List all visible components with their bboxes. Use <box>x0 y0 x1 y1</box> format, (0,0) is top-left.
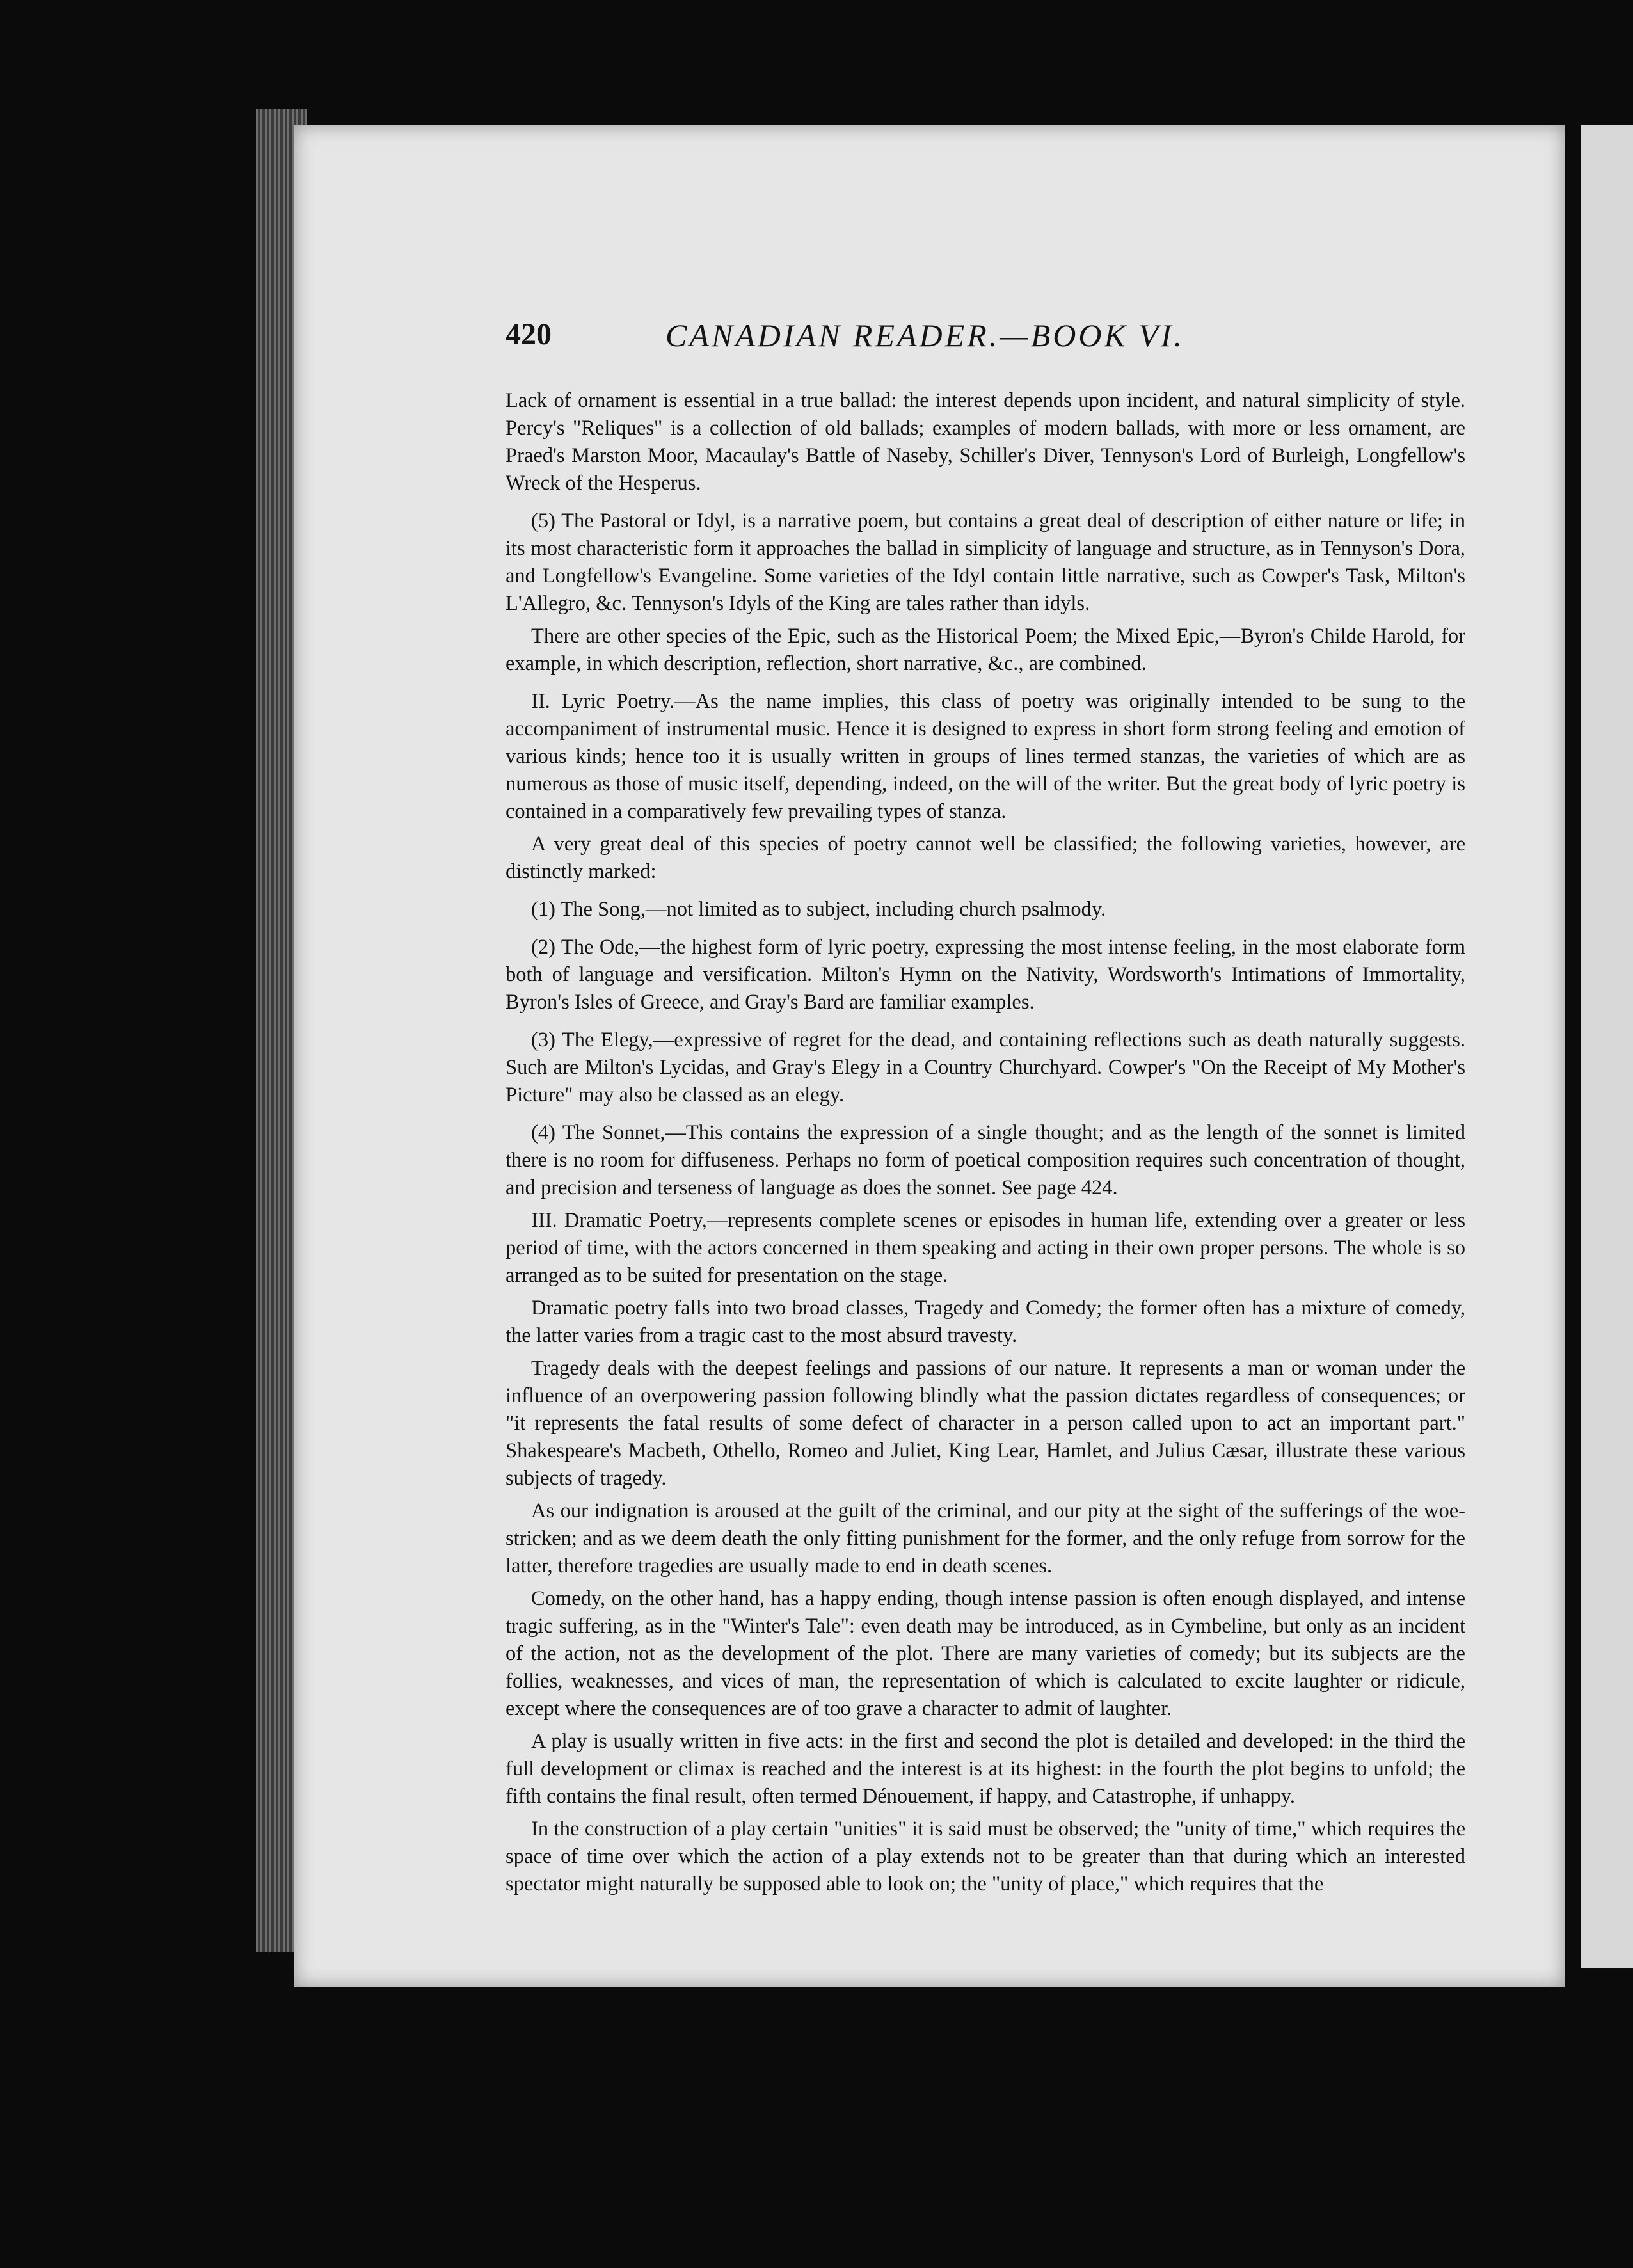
book-page <box>294 125 1565 1987</box>
paragraph: Lack of ornament is essential in a true ballad: the interest depends upon incident, and natural simplicity of style. Percy's "Reliques" is a collection of old ballads; examples of modern ballads, with more or less ornament, are Praed's Marston Moor, Macaulay's Battle of Naseby, Schiller's Diver, Tennyson's Lord of Burleigh, Longfellow's Wreck of the Hesperus. <box>506 389 1465 495</box>
facing-page-edge <box>1581 125 1633 1968</box>
paragraph: Tragedy deals with the deepest feelings and passions of our nature. It represents a man or woman under the influence of an overpowering passion following blindly what the passion dictates regardless of consequences; or "it represents the fatal results of some defect of character in a person called upon to act an important part." Shakespeare's Macbeth, Othello, Romeo and Juliet, King Lear, Hamlet, and Julius Cæsar, illustrate these various subjects of tragedy. <box>506 1357 1465 1490</box>
paragraph: II. Lyric Poetry.—As the name implies, this class of poetry was originally intended to be sung to the accompaniment of instrumental music. Hence it is designed to express in short form strong feeling and emotion of various kinds; hence too it is usually written in groups of lines termed stanzas, the varieties of which are as numerous as those of music itself, depending, indeed, on the will of the writer. But the great body of lyric poetry is contained in a comparatively few prevailing types of stanza. <box>506 690 1465 823</box>
paragraph: In the construction of a play certain "unities" it is said must be observed; the "unity of time," which requires the space of time over which the action of a play extends not to be greater than that during which an interested spectator might naturally be supposed able to look on; the "unity of place," which requires that the <box>506 1817 1465 1896</box>
running-title: CANADIAN READER.—BOOK VI. <box>665 317 1185 353</box>
paragraph: Comedy, on the other hand, has a happy ending, though intense passion is often enough displayed, and intense tragic suffering, as in the "Winter's Tale": even death may be introduced, as in Cymbeline, but only as an incident of the action, not as the development of the plot. There are many varieties of comedy; but its subjects are the follies, weaknesses, and vices of man, the representation of which is calculated to excite laughter or ridicule, except where the consequences are of too grave a character to admit of laughter. <box>506 1587 1465 1720</box>
running-head <box>506 317 1465 374</box>
paragraph: (5) The Pastoral or Idyl, is a narrative poem, but contains a great deal of description of either nature or life; in its most characteristic form it approaches the ballad in simplicity of language and structure, as in Tennyson's Dora, and Longfellow's Evangeline. Some varieties of the Idyl contain little narrative, such as Cowper's Task, Milton's L'Allegro, &c. Tennyson's Idyls of the King are tales rather than idyls. <box>506 509 1465 615</box>
paragraph: A play is usually written in five acts: in the first and second the plot is detailed and developed: in the third the full development or climax is reached and the interest is at its highest: in the fourth the plot begins to unfold; the fifth contains the final result, often termed Dénouement, if happy, and Catastrophe, if unhappy. <box>506 1730 1465 1808</box>
page-text-block <box>506 317 1465 1903</box>
paragraph: As our indignation is aroused at the guilt of the criminal, and our pity at the sight of the sufferings of the woe-stricken; and as we deem death the only fitting punishment for the former, and the only refuge from sorrow for the latter, therefore tragedies are usually made to end in death scenes. <box>506 1499 1465 1577</box>
list-item: (4) The Sonnet,—This contains the expression of a single thought; and as the length of the sonnet is limited there is no room for diffuseness. Perhaps no form of poetical composition requires such concentration of thought, and precision and terseness of language as does the sonnet. See page 424. <box>506 1121 1465 1199</box>
paragraph: III. Dramatic Poetry,—represents complete scenes or episodes in human life, extending over a greater or less period of time, with the actors concerned in them speaking and acting in their own proper persons. The whole is so arranged as to be suited for presentation on the stage. <box>506 1209 1465 1287</box>
page-number: 420 <box>506 317 552 351</box>
paragraph: A very great deal of this species of poetry cannot well be classified; the following varieties, however, are distinctly marked: <box>506 833 1465 883</box>
list-item: (1) The Song,—not limited as to subject, including church psalmody. <box>531 898 1106 921</box>
paragraph: There are other species of the Epic, such as the Historical Poem; the Mixed Epic,—Byron's Childe Harold, for example, in which description, reflection, short narrative, &c., are combined. <box>506 625 1465 675</box>
paragraph: Dramatic poetry falls into two broad classes, Tragedy and Comedy; the former often has a mixture of comedy, the latter varies from a tragic cast to the most absurd travesty. <box>506 1297 1465 1347</box>
list-item: (3) The Elegy,—expressive of regret for the dead, and containing reflections such as death naturally suggests. Such are Milton's Lycidas, and Gray's Elegy in a Country Churchyard. Cowper's "On the Receipt of My Mother's Picture" may also be classed as an elegy. <box>506 1028 1465 1106</box>
list-item: (2) The Ode,—the highest form of lyric poetry, expressing the most intense feeling, in the most elaborate form both of language and versification. Milton's Hymn on the Nativity, Wordsworth's Intimations of Immortality, Byron's Isles of Greece, and Gray's Bard are familiar examples. <box>506 936 1465 1014</box>
